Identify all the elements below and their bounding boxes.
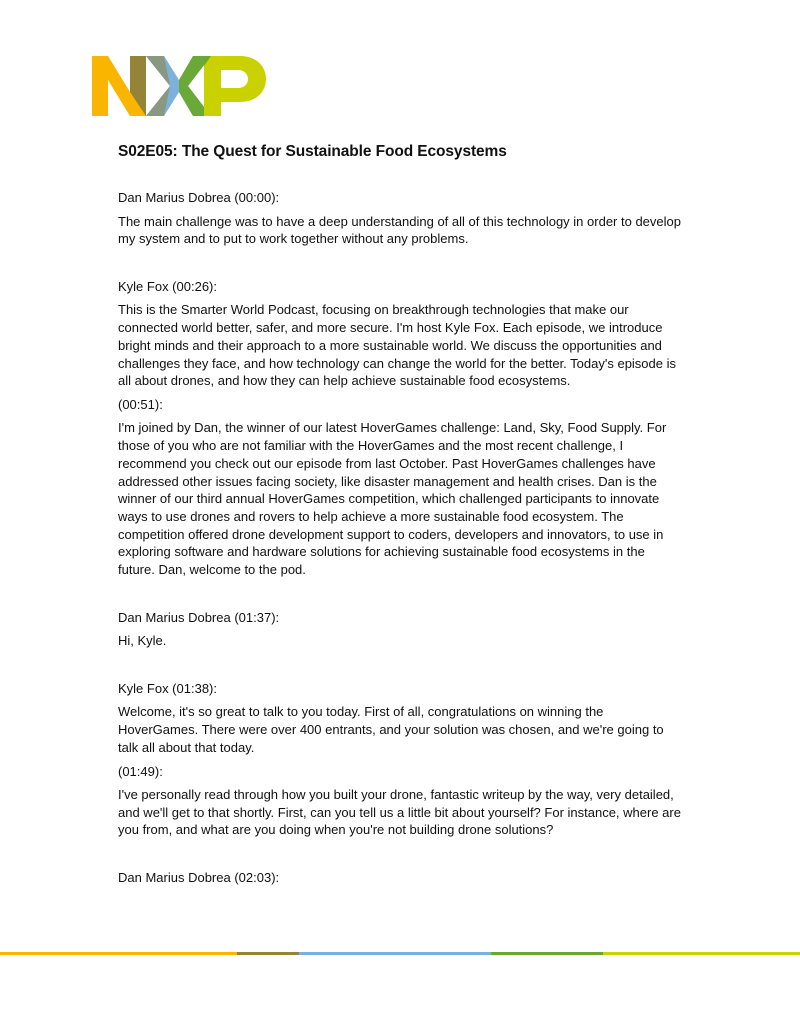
timestamp: (01:49): [118, 763, 163, 779]
footer-color-bar [0, 952, 800, 955]
speaker-block [118, 609, 684, 650]
paragraph: Hi, Kyle. [118, 633, 167, 649]
paragraph: The main challenge was to have a deep understanding of all of this technology in order to develop my system and to put to work together without any problems. [118, 213, 681, 247]
speaker-label: Dan Marius Dobrea (01:37): [118, 609, 280, 625]
paragraph: I'm joined by Dan, the winner of our latest HoverGames challenge: Land, Sky, Food Supply. For those of you who are not familiar with the HoverGames and the most recent challenge, I recommend you check out our episode from last October. Past HoverGames challenges have addressed other issues facing society, like disaster management and health crises. Dan is the winner of our third annual HoverGames competition, which challenged participants to innovate ways to use drones and rovers to help achieve a more sustainable food ecosystem. The competition offered drone development support to coders, developers and innovators, to use in exploring software and hardware solutions for achieving sustainable food ecosystems in the future. Dan, welcome to the pod. [118, 420, 667, 578]
speaker-block [118, 869, 684, 887]
speaker-block [118, 680, 684, 839]
logo-letter-n [92, 56, 146, 116]
footer-segment-green [491, 952, 603, 955]
timestamp: (00:51): [118, 396, 163, 412]
logo-letter-x [146, 56, 211, 116]
footer-segment-lime [603, 952, 800, 955]
speaker-label: Dan Marius Dobrea (00:00): [118, 190, 280, 205]
footer-segment-blue [299, 952, 491, 955]
speaker-label: Dan Marius Dobrea (02:03): [118, 870, 280, 886]
speaker-label: Kyle Fox (01:38): [118, 680, 217, 696]
transcript [118, 141, 684, 893]
footer-segment-orange [0, 952, 237, 955]
paragraph: Welcome, it's so great to talk to you today. First of all, congratulations on winning the HoverGames. There were over 400 entrants, and your solution was chosen, and we're going to talk all about that today. [118, 704, 664, 755]
footer-segment-brown [237, 952, 299, 955]
speaker-block [118, 189, 684, 248]
document-title: S02E05: The Quest for Sustainable Food Ecosystems [118, 143, 507, 160]
speaker-block [118, 278, 684, 579]
paragraph: I've personally read through how you built your drone, fantastic writeup by the way, very detailed, and we'll get to that shortly. First, can you tell us a little bit about yourself? For instance, where are you from, and what are you doing when you're not building drone solutions? [118, 787, 681, 838]
nxp-logo [92, 54, 266, 118]
paragraph: This is the Smarter World Podcast, focusing on breakthrough technologies that make our connected world better, safer, and more secure. I'm host Kyle Fox. Each episode, we introduce bright minds and their approach to a more sustainable world. We discuss the opportunities and challenges they face, and how technology can change the world for the better. Today's episode is all about drones, and how they can help achieve sustainable food ecosystems. [118, 302, 676, 389]
logo-letter-p [204, 56, 266, 116]
speaker-label: Kyle Fox (00:26): [118, 278, 217, 294]
